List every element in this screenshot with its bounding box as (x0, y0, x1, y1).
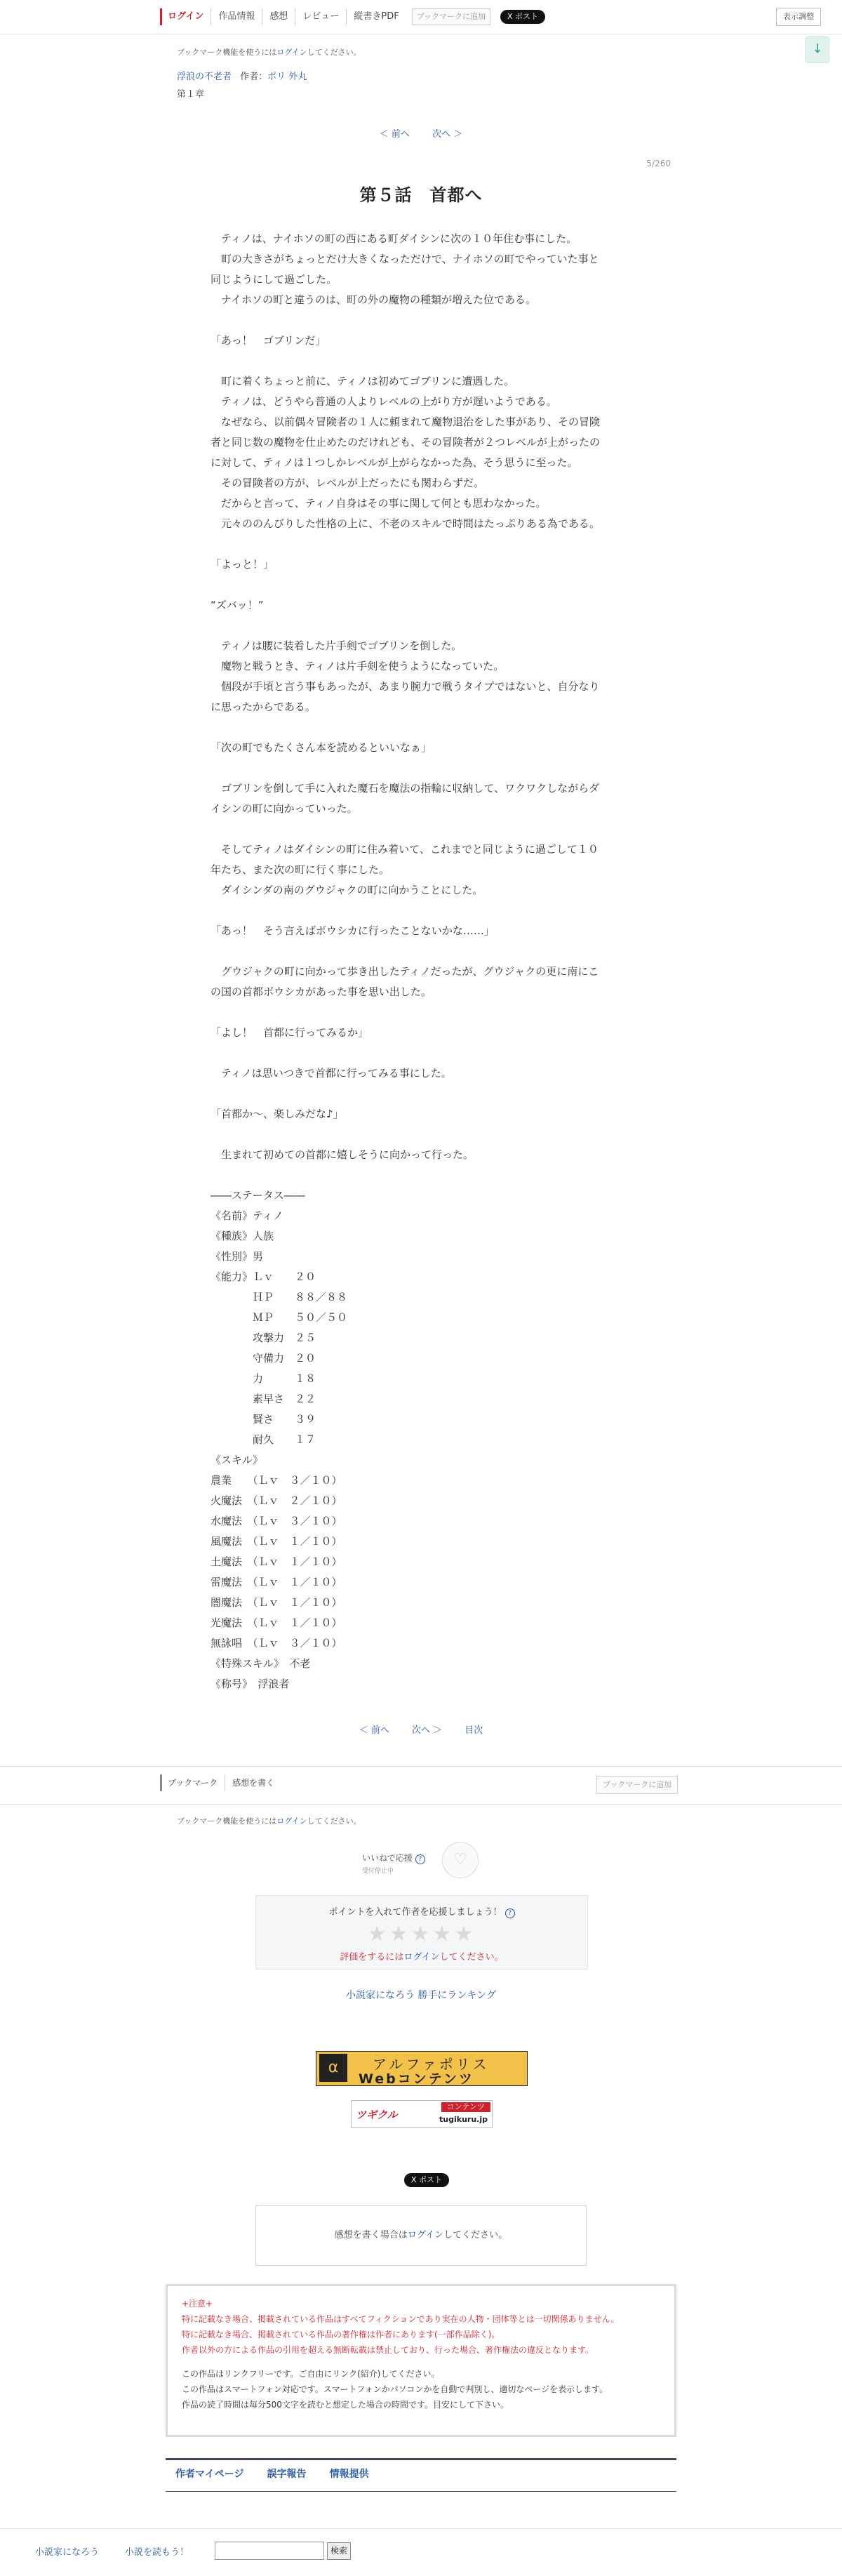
work-info-link[interactable]: 作品情報 (210, 8, 262, 25)
body-line: 無詠唱 （Ｌｖ ３／１０） (210, 1637, 342, 1649)
footer-links (166, 2458, 676, 2492)
body-line: ＨＰ ８８／８８ (210, 1291, 348, 1303)
body-line: 元々ののんびりした性格の上に、不老のスキルで時間はたっぷりある為である。 (210, 517, 600, 530)
author-label: 作者： (240, 72, 268, 82)
body-line: 闇魔法 （Ｌｖ １／１０） (210, 1596, 342, 1609)
notice-line: 特に記載なき場合、掲載されている作品の著作権は作者にあります(一部作品除く)。 (182, 2330, 500, 2339)
help-icon[interactable]: ? (505, 1908, 515, 1918)
body-line: 《称号》 浮浪者 (210, 1678, 290, 1690)
body-line (210, 758, 629, 778)
impression-box: 感想を書く場合はログインしてください。 (255, 2205, 587, 2266)
x-post-button[interactable]: X ポスト (500, 10, 545, 24)
bookmark-login-link-bottom[interactable]: ログイン (276, 1817, 307, 1826)
prev-page-link-bottom[interactable]: ＜ 前へ (359, 1725, 389, 1736)
body-line: 「よっと！」 (210, 558, 274, 571)
impression-login-link[interactable]: ログイン (407, 2230, 444, 2240)
notice-line: 作品の読了時間は毎分500文字を読むと想定した場合の時間です。目安にして下さい。 (182, 2400, 509, 2410)
body-line: 《名前》ティノ (210, 1209, 283, 1222)
notice-line: 特に記載なき場合、掲載されている作品はすべてフィクションであり実在の人物・団体等とは一切関係ありません。 (182, 2314, 620, 2324)
body-line: 生まれて初めての首都に嬉しそうに向かって行った。 (210, 1148, 474, 1161)
star-rating[interactable]: ★★★★★ (367, 1922, 476, 1946)
body-line: 賢さ ３９ (210, 1413, 316, 1426)
chapter-title: 第１章 (177, 89, 205, 100)
body-line: 光魔法 （Ｌｖ １／１０） (210, 1616, 342, 1629)
body-line: そしてティノはダイシンの町に住み着いて、これまでと同じように過ごして１０ (210, 843, 599, 856)
bookmark-login-note-bottom: ブックマーク機能を使うにはログインしてください。 (177, 1817, 361, 1826)
body-line (210, 1124, 629, 1145)
body-line: 「次の町でもたくさん本を読めるといいなぁ」 (210, 741, 432, 754)
body-line (210, 351, 629, 371)
body-line: 町の大きさがちょっとだけ大きくなっただけで、ナイホソの町でやっていた事と (210, 253, 599, 265)
body-line: グウジャクの町に向かって歩き出したティノだったが、グウジャクの更に南にこ (210, 965, 599, 978)
display-settings-button[interactable]: 表示調整 (776, 8, 821, 26)
body-line: 「首都か〜、楽しみだな♪」 (210, 1108, 344, 1120)
site-footer-bar (0, 2528, 842, 2576)
help-icon[interactable]: ? (415, 1854, 425, 1864)
novel-title-link[interactable]: 浮浪の不老者 (177, 72, 232, 82)
scroll-down-button[interactable] (806, 36, 829, 63)
body-line: に対して、ティノは１つしかレベルが上がらなかった為、そう思うに至った。 (210, 456, 578, 469)
page-count: 5/260 (646, 159, 671, 168)
body-line: 《スキル》 (210, 1454, 263, 1466)
top-menu-bar (0, 0, 842, 34)
body-line: 火魔法 （Ｌｖ ２／１０） (210, 1494, 342, 1507)
body-line: 《能力》Ｌｖ ２０ (210, 1270, 316, 1283)
body-line (210, 616, 629, 636)
typo-report-link[interactable]: 誤字報告 (267, 2469, 307, 2480)
body-line: 年たち、また次の町に行く事にした。 (210, 863, 390, 876)
tugikuru-banner[interactable]: ツギクル コンテンツ tugikuru.jp (351, 2100, 493, 2128)
body-line: 力 １８ (210, 1372, 316, 1385)
pager-top (0, 126, 842, 140)
author-link[interactable]: ポリ 外丸 (267, 72, 307, 82)
rating-login-link[interactable]: ログイン (403, 1952, 440, 1963)
alphapolis-banner[interactable]: α アルファポリス Webコンテンツ (316, 2051, 528, 2086)
rating-login-note: 評価をするにはログインしてください。 (340, 1952, 504, 1963)
top-menu (160, 7, 545, 27)
body-line: ティノは思いつきで首都に行ってみる事にした。 (210, 1067, 452, 1080)
body-line: 魔物と戦うとき、ティノは片手剣を使うようになっていた。 (210, 660, 504, 672)
body-line (210, 534, 629, 555)
body-line: ゴブリンを倒して手に入れた魔石を魔法の指輪に収納して、ワクワクしながらダ (210, 782, 600, 795)
body-line: 農業 （Ｌｖ ３／１０） (210, 1474, 342, 1487)
body-line (210, 1002, 629, 1023)
body-line: ティノは腰に装着した片手剣でゴブリンを倒した。 (210, 639, 462, 652)
body-line: 雷魔法 （Ｌｖ １／１０） (210, 1576, 342, 1588)
yomou-link[interactable]: 小説を読もう！ (125, 2547, 189, 2558)
body-line: 同じようにして過ごした。 (210, 273, 338, 286)
body-line: 攻撃力 ２５ (210, 1332, 316, 1344)
body-line: 者と同じ数の魔物を仕止めたのだけれども、その冒険者が２つレベルが上がったの (210, 436, 601, 449)
next-page-link[interactable]: 次へ ＞ (432, 129, 463, 140)
body-line: 《特殊スキル》 不老 (210, 1657, 311, 1670)
bookmark-login-link[interactable]: ログイン (276, 48, 307, 57)
body-line: ＭＰ ５０／５０ (210, 1311, 348, 1324)
notice-line: この作品はリンクフリーです。ご自由にリンク(紹介)してください。 (182, 2369, 440, 2379)
body-line: “ズバッ！” (210, 599, 264, 611)
like-label: いいねで応援 (362, 1853, 413, 1863)
alphapolis-logo-icon: α (319, 2054, 347, 2082)
bookmark-link[interactable]: ブックマーク (160, 1774, 225, 1791)
body-line (210, 1084, 629, 1104)
notice-box (166, 2284, 676, 2437)
body-line (210, 1165, 629, 1186)
prev-page-link[interactable]: ＜ 前へ (379, 129, 410, 140)
body-line (210, 1043, 629, 1063)
novel-header (177, 69, 312, 100)
like-status: 受付停止中 (362, 1868, 394, 1875)
body-line: ナイホソの町と違うのは、町の外の魔物の種類が増えた位である。 (210, 293, 536, 306)
body-line (210, 575, 629, 595)
search-button[interactable]: 検索 (327, 2542, 351, 2560)
reviews-link[interactable]: レビュー (295, 8, 346, 25)
body-line: 「あっ！ そう言えばボウシカに行ったことないかな……」 (210, 924, 495, 937)
body-line: ティノは、ナイホソの町の西にある町ダイシンに次の１０年住む事にした。 (210, 232, 577, 245)
bookmark-add-button[interactable]: ブックマークに追加 (412, 8, 490, 25)
bookmark-add-button-bottom[interactable]: ブックマークに追加 (596, 1776, 678, 1794)
body-line: 守備力 ２０ (210, 1352, 316, 1365)
divider (0, 1766, 842, 1767)
body-line: 耐久 １７ (210, 1433, 316, 1446)
arrow-down-icon: ↓ (812, 41, 823, 56)
write-impression-link[interactable]: 感想を書く (225, 1774, 281, 1791)
body-line: 風魔法 （Ｌｖ １／１０） (210, 1535, 342, 1548)
table-of-contents-link[interactable]: 目次 (465, 1725, 483, 1736)
body-line: だからと言って、ティノ自身はその事に関して何とも思わなかった。 (210, 497, 547, 510)
bookmark-login-note: ブックマーク機能を使うにはログインしてください。 (177, 48, 361, 57)
vertical-pdf-link[interactable]: 縦書きPDF (346, 8, 406, 25)
body-line: 素早さ ２２ (210, 1393, 316, 1405)
body-line (210, 941, 629, 962)
x-post-button-bottom[interactable]: X ポスト (404, 2173, 449, 2187)
body-line (210, 717, 629, 738)
notice-line: 作者以外の方による作品の引用を超える無断転載は禁止しており、行った場合、著作権法の違反となります。 (182, 2345, 594, 2355)
rating-box (255, 1895, 588, 1970)
body-line: 「あっ！ ゴブリンだ」 (210, 334, 326, 347)
divider (0, 1804, 842, 1805)
body-line: ――ステータス―― (210, 1189, 305, 1202)
body-line (210, 310, 629, 331)
notice-line: この作品はスマートフォン対応です。スマートフォンかパソコンかを自動で判別し、適切なページを表示します。 (182, 2384, 608, 2394)
like-widget (359, 1839, 486, 1878)
body-line: その冒険者の方が、レベルが上だったにも関わらずだ。 (210, 477, 485, 489)
body-line: 「よし！ 首都に行ってみるか」 (210, 1026, 369, 1039)
author-mypage-link[interactable]: 作者マイページ (175, 2469, 244, 2480)
notice-header: +注意+ (182, 2299, 213, 2309)
like-icon[interactable]: ♡ (442, 1842, 479, 1878)
rating-title: ポイントを入れて作者を応援しましょう！ (328, 1907, 502, 1918)
body-line: ダイシンダの南のグウジャクの町に向かうことにした。 (210, 884, 483, 896)
body-line: 町に着くちょっと前に、ティノは初めてゴブリンに遭遇した。 (210, 375, 515, 387)
search-input[interactable] (215, 2542, 324, 2560)
login-link[interactable]: ログイン (160, 8, 210, 25)
info-provide-link[interactable]: 情報提供 (329, 2469, 369, 2480)
syosetu-home-link[interactable]: 小説家になろう (35, 2547, 100, 2558)
body-line (210, 901, 629, 921)
body-line: 個段が手頃と言う事もあったが、あまり腕力で戦うタイプではないと、自分なり (210, 680, 600, 693)
body-line: 《種族》人族 (210, 1230, 274, 1242)
next-page-link-bottom[interactable]: 次へ ＞ (411, 1725, 443, 1736)
body-line: イシンの町に向かっていった。 (210, 802, 358, 815)
ranking-link[interactable]: 小説家になろう 勝手にランキング (345, 1990, 497, 2001)
pager-bottom (0, 1722, 842, 1736)
body-line: の国の首都ボウシカがあった事を思い出した。 (210, 985, 432, 998)
body-line: 土魔法 （Ｌｖ １／１０） (210, 1555, 342, 1568)
body-line: に思ったからである。 (210, 701, 316, 713)
body-line: 水魔法 （Ｌｖ ３／１０） (210, 1515, 342, 1527)
novel-body (210, 229, 629, 1694)
bottom-menu (160, 1774, 281, 1791)
body-line: 《性別》男 (210, 1250, 264, 1263)
impressions-link[interactable]: 感想 (262, 8, 295, 25)
body-line (210, 819, 629, 839)
body-line: ティノは、どうやら普通の人よりレベルの上がり方が遅いようである。 (210, 395, 557, 408)
body-line: なぜなら、以前偶々冒険者の１人に頼まれて魔物退治をした事があり、その冒険 (210, 416, 601, 428)
tugikuru-logo: ツギクル (356, 2109, 398, 2121)
episode-title: 第５話 首都へ (359, 185, 483, 205)
